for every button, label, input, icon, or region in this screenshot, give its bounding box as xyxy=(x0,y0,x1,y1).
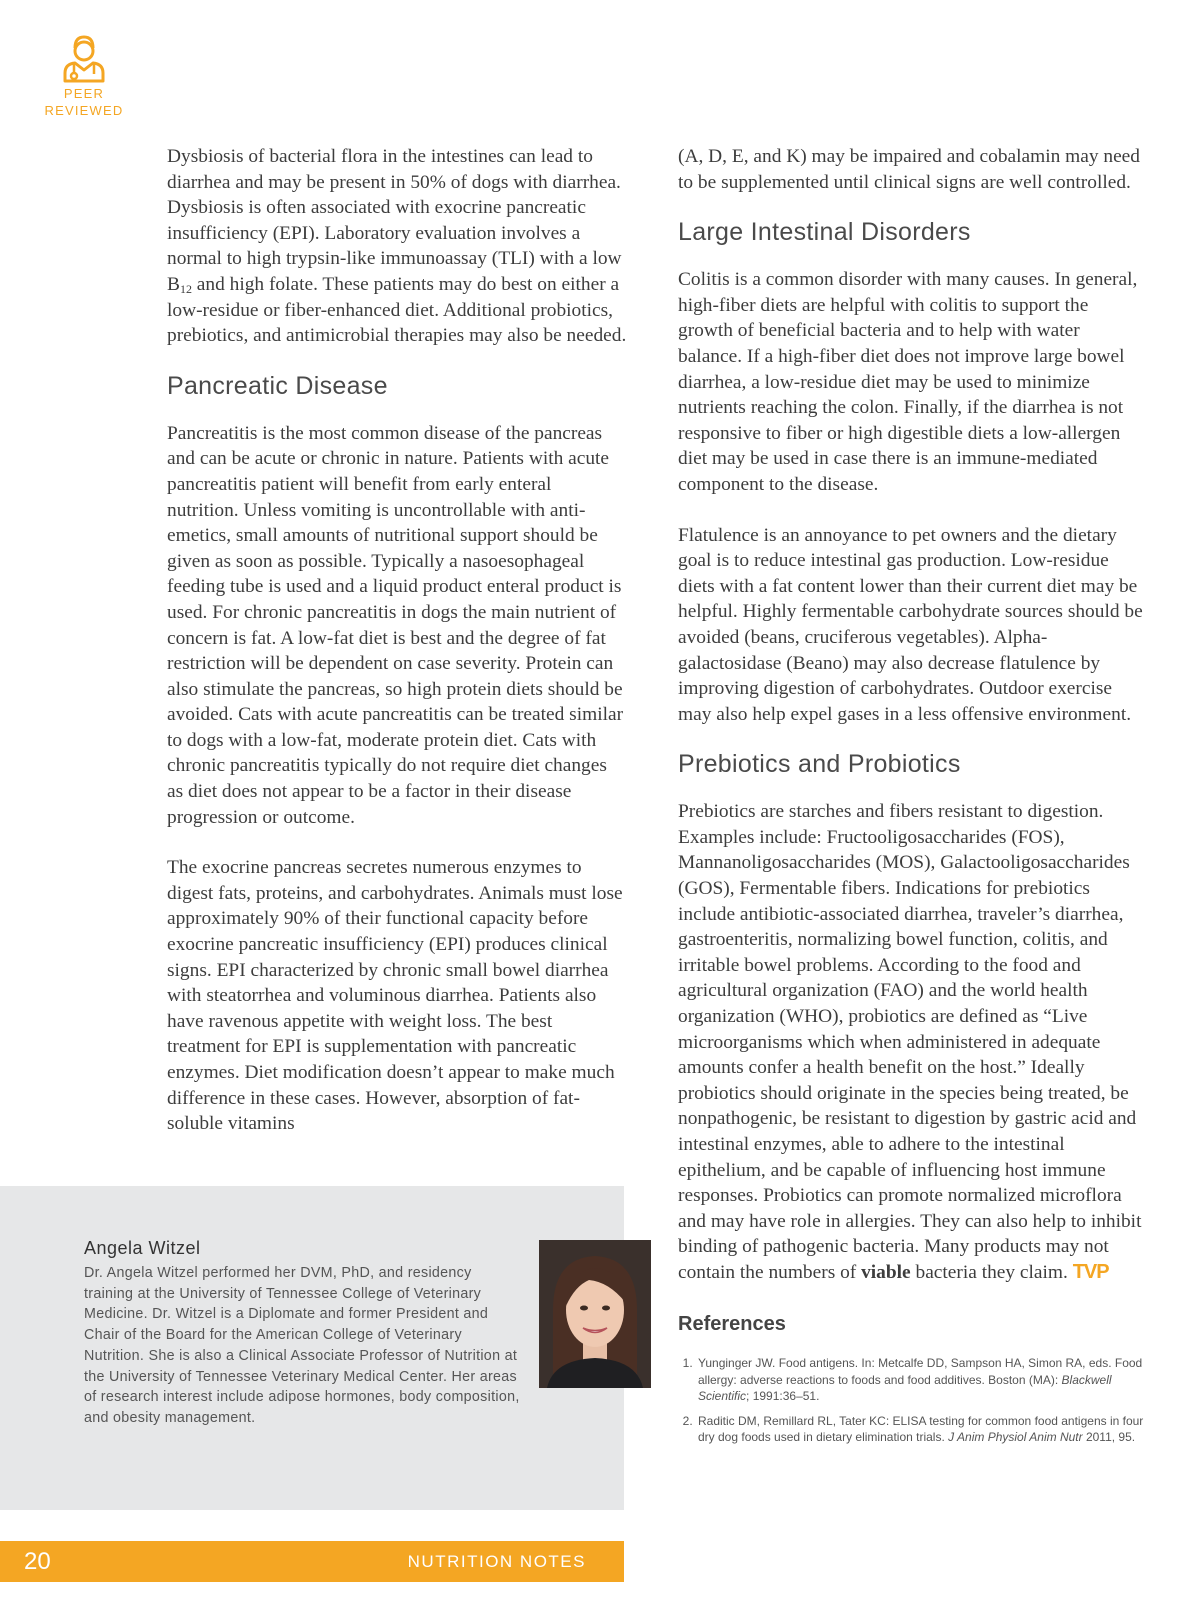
tvp-end-mark: TVP xyxy=(1072,1260,1109,1283)
vitamins-paragraph: (A, D, E, and K) may be impaired and cobalamin may need to be supplemented until clinical signs are well controlled. xyxy=(678,146,1140,193)
pancreatic-disease-heading: Pancreatic Disease xyxy=(167,371,388,400)
colitis-paragraph: Colitis is a common disorder with many causes. In general, high-fiber diets are helpful with colitis to support the growth of beneficial bacteria and to help with water balance. If a high-fiber diet does not improve large bowel diarrhea, a low-residue diet may be used to minimize nutrients reaching the colon. Finally, if the diarrhea is not responsive to fiber or high digestible diets a low-allergen diet may be used in case there is an immune-mediated component to the disease. xyxy=(678,269,1138,495)
author-photo xyxy=(539,1240,651,1388)
flatulence-paragraph: Flatulence is an annoyance to pet owners and the dietary goal is to reduce intestinal gas production. Low-residue diets with a fat content lower than their current diet may be helpful. Highly fermentable carbohydrate sources should be avoided (beans, cruciferous vegetables). Alpha-galactosidase (Beano) may also decrease flatulence by improving digestion of carbohydrates. Outdoor exercise may also help expel gases in a less offensive environment. xyxy=(678,524,1143,725)
page-number: 20 xyxy=(24,1548,51,1575)
reviewed-label: REVIEWED xyxy=(44,103,124,118)
doctor-icon xyxy=(61,34,107,84)
author-bio-text: Dr. Angela Witzel performed her DVM, PhD, and residency training at the University of Tennessee College of Veterinary Medicine. Dr. Witzel is a Diplomate and former President and Chair of the Board for the American College of Veterinary Nutrition. She is also a Clinical Associate Professor of Nutrition at the University of Tennessee Veterinary Medical Center. Her areas of research interest include adipose hormones, body composition, and obesity management. xyxy=(84,1265,520,1426)
peer-reviewed-badge xyxy=(38,34,130,118)
left-column xyxy=(167,144,627,1137)
prebiotics-paragraph: Prebiotics are starches and fibers resistant to digestion. Examples include: Fructooligosaccharides (FOS), Mannanoligosaccharides (MOS), Galactooligosaccharides (GOS), Fermentable fibers. Indications for prebiotics include antibiotic-associated diarrhea, traveler’s diarrhea, gastroenteritis, normalizing bowel function, colitis, and irritable bowel problems. According to the food and agricultural organization (FAO) and the world health organization (WHO), probiotics are defined as “Live microorganisms which when administered in adequate amounts confer a health benefit on the host.” Ideally probiotics should originate in the species being treated, be nonpathogenic, be resistant to digestion by gastric acid and intestinal enzymes, able to adhere to the intestinal epithelium, and be capable of influencing host immune responses. Probiotics can promote normalized microflora and may have role in allergies. They can also help to inhibit binding of pathogenic bacteria. Many products may not contain the numbers of viable bacteria they claim. TVP xyxy=(678,801,1142,1283)
references-list xyxy=(678,1355,1148,1446)
dysbiosis-paragraph: Dysbiosis of bacterial flora in the intestines can lead to diarrhea and may be present in 50% of dogs with diarrhea. Dysbiosis is often associated with exocrine pancreatic insufficiency (EPI). Laboratory evaluation involves a normal to high trypsin-like immunoassay (TLI) with a low $B_{12}$ and high folate. These patients may do best on either a low-residue or fiber-enhanced diet. Additional probiotics, prebiotics, and antimicrobial therapies may also be needed. xyxy=(167,146,627,347)
prebiotics-heading: Prebiotics and Probiotics xyxy=(678,750,961,779)
right-column xyxy=(678,144,1148,1454)
exocrine-paragraph: The exocrine pancreas secretes numerous enzymes to digest fats, proteins, and carbohydrates. Animals must lose approximately 90% of their functional capacity before exocrine pancreatic insufficiency (EPI) produces clinical signs. EPI characterized by chronic small bowel diarrhea with steatorrhea and voluminous diarrhea. Patients also have ravenous appetite with weight loss. The best treatment for EPI is supplementation with pancreatic enzymes. Diet modification doesn’t appear to make much difference in these cases. However, absorption of fat-soluble vitamins xyxy=(167,857,623,1135)
footer-publication-title: NUTRITION NOTES xyxy=(407,1552,586,1571)
references-heading: References xyxy=(678,1312,786,1335)
author-name: Angela Witzel xyxy=(84,1238,201,1258)
reference-item: 2. Raditic DM, Remillard RL, Tater KC: ELISA testing for common food antigens in four dry dog foods used in dietary elimination trials. J Anim Physiol Anim Nutr 2011, 95. xyxy=(696,1413,1148,1446)
pancreatitis-paragraph: Pancreatitis is the most common disease of the pancreas and can be acute or chronic in nature. Patients with acute pancreatitis patient will benefit from early enteral nutrition. Unless vomiting is uncontrollable with anti-emetics, small amounts of nutritional support should be given as soon as possible. Typically a nasoesophageal feeding tube is used and a liquid product enteral product is used. For chronic pancreatitis in dogs the main nutrient of concern is fat. A low-fat diet is best and the degree of fat restriction will be dependent on case severity. Protein can also stimulate the pancreas, so high protein diets should be avoided. Cats with acute pancreatitis can be treated similar to dogs with a low-fat, moderate protein diet. Cats with chronic pancreatitis typically do not require diet changes as diet does not appear to be a factor in their disease progression or outcome. xyxy=(167,422,624,828)
peer-label: PEER xyxy=(63,86,105,101)
large-intestinal-heading: Large Intestinal Disorders xyxy=(678,218,971,247)
reference-item: 1. Yunginger JW. Food antigens. In: Metcalfe DD, Sampson HA, Simon RA, eds. Food allergy: adverse reactions to foods and food additives. Boston (MA): Blackwell Scientific; 1991:36–51. xyxy=(696,1355,1148,1405)
